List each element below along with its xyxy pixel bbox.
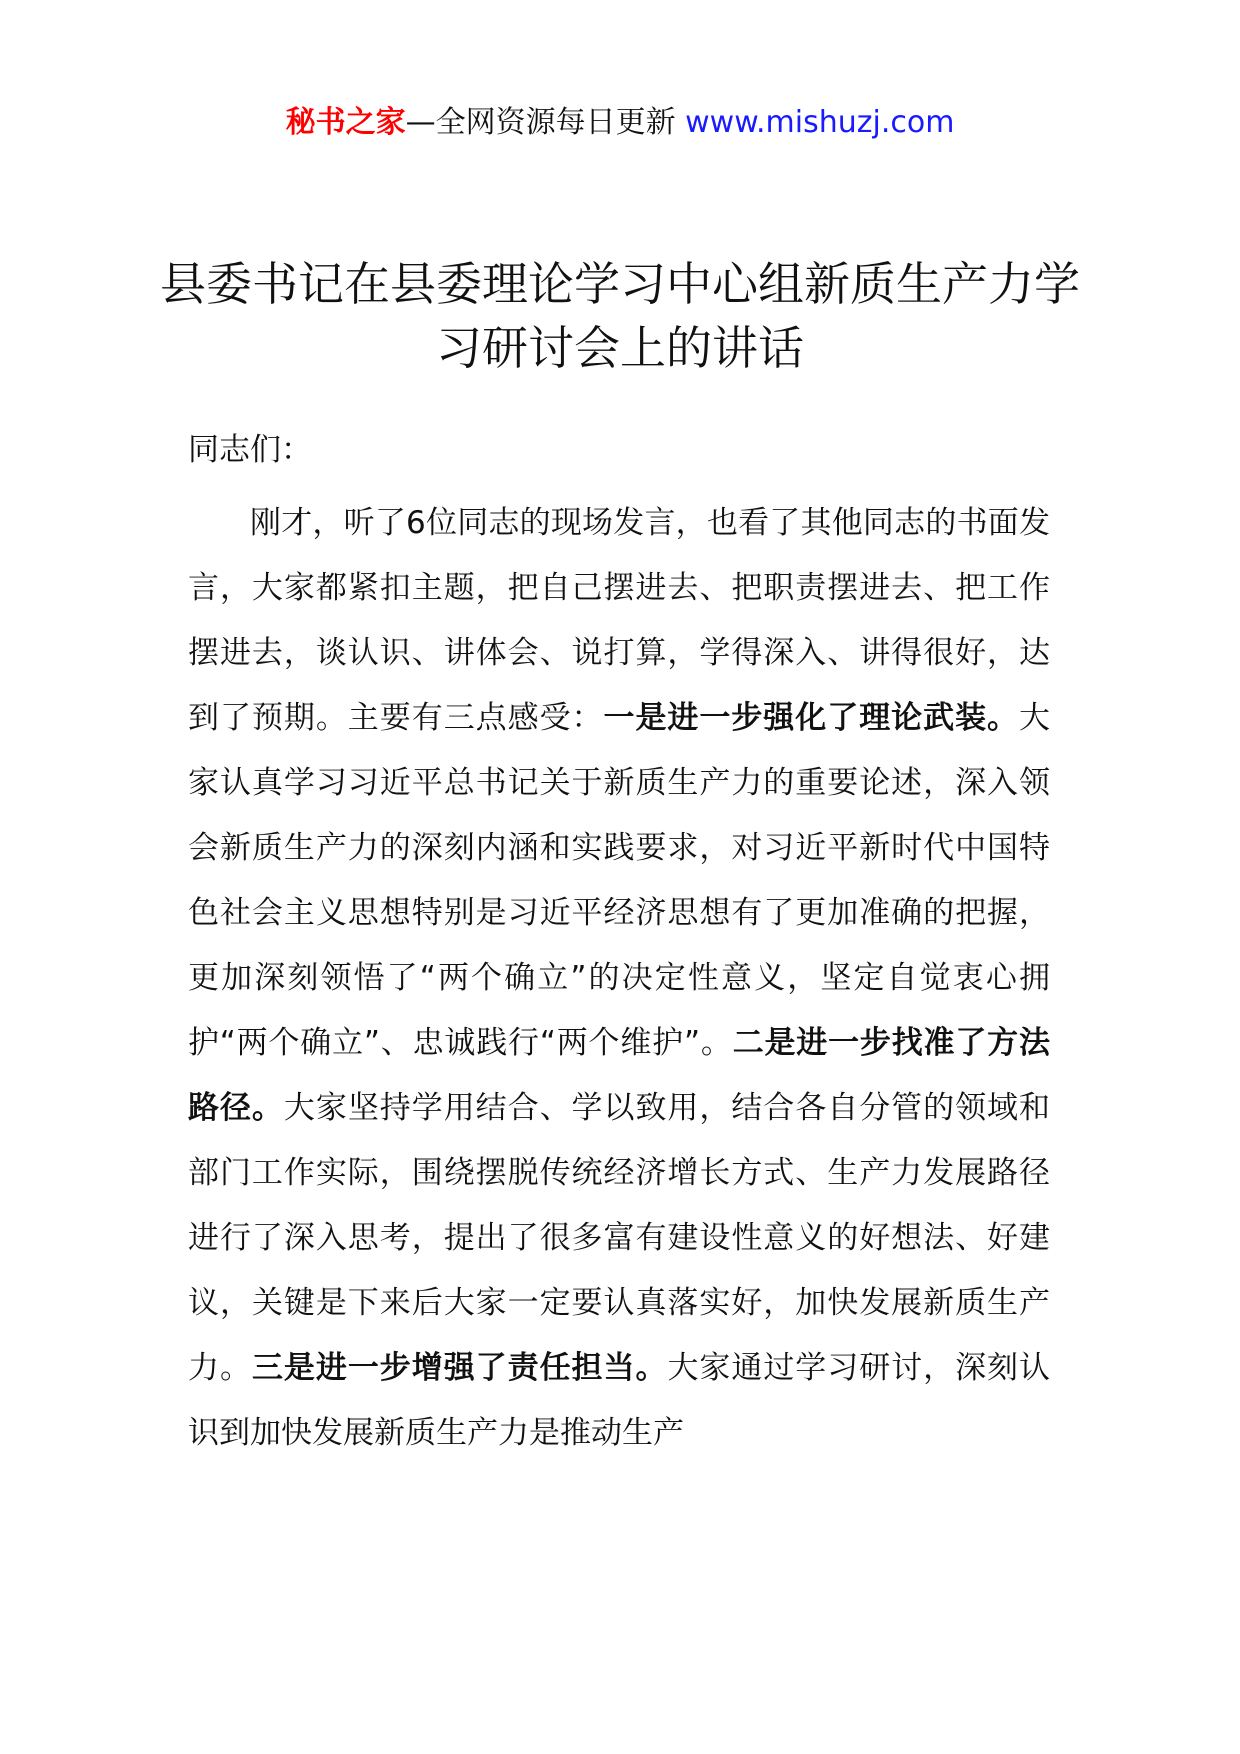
document-body <box>188 418 1050 1466</box>
site-url-link[interactable]: www.mishuzj.com <box>685 105 955 140</box>
paragraph-intro: 刚才，听了6位同志的现场发言，也看了其他同志的书面发言，大家都紧扣主题，把自己摆进去、把职责摆进去、把工作摆进去，谈认识、讲体会、说打算，学得深入、讲得很好，达到了预期。主要有三点感受： <box>188 505 1050 736</box>
point-3-heading: 三是进一步增强了责任担当。 <box>251 1350 668 1386</box>
point-2-heading: 二是进一步找准了方法路径。 <box>188 1025 1050 1126</box>
body-paragraph <box>188 491 1050 1466</box>
header-tagline: —全网资源每日更新 <box>405 105 676 140</box>
site-header <box>0 100 1240 146</box>
point-2-text: 大家坚持学用结合、学以致用，结合各自分管的领域和部门工作实际，围绕摆脱传统经济增长方式、生产力发展路径进行了深入思考，提出了很多富有建设性意义的好想法、好建议，关键是下来后大家一定要认真落实好，加快发展新质生产力。 <box>188 1090 1051 1386</box>
point-3-text: 大家通过学习研讨，深刻认识到加快发展新质生产力是推动生产 <box>188 1350 1051 1451</box>
document-title: 县委书记在县委理论学习中心组新质生产力学习研讨会上的讲话 <box>160 257 1080 375</box>
salutation: 同志们： <box>188 432 312 468</box>
point-1-heading: 一是进一步强化了理论武装。 <box>603 700 1019 736</box>
brand-name: 秘书之家 <box>285 105 406 140</box>
point-1-text: 大家认真学习习近平总书记关于新质生产力的重要论述，深入领会新质生产力的深刻内涵和实践要求，对习近平新时代中国特色社会主义思想特别是习近平经济思想有了更加准确的把握，更加深刻领悟了“两个确立”的决定性意义，坚定自觉衷心拥护“两个确立”、忠诚践行“两个维护”。 <box>188 700 1050 1061</box>
